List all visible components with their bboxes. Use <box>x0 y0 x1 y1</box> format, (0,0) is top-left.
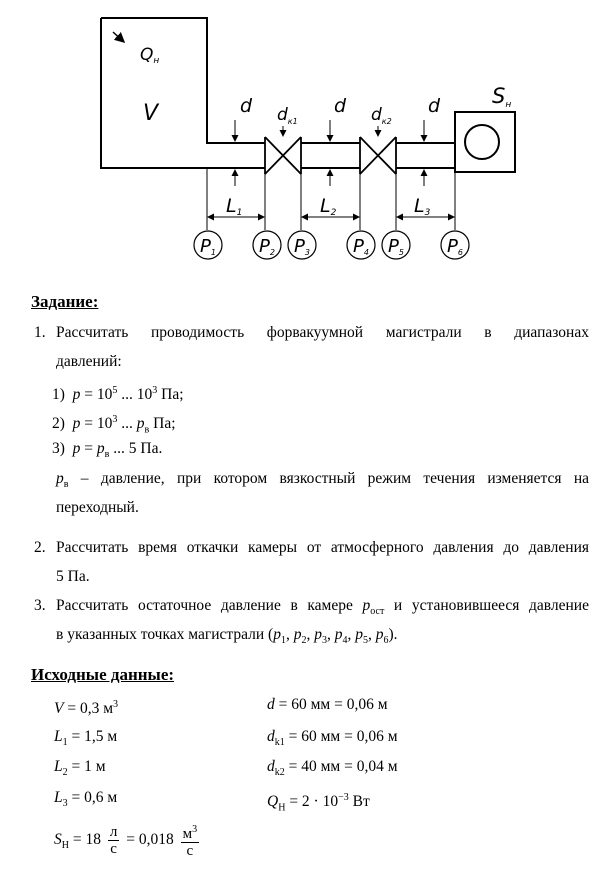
task-item-2-number: 2. <box>34 539 46 556</box>
diameter-marker-1 <box>235 95 253 186</box>
given-length-2: $L_2 = 1$ м <box>54 758 106 779</box>
pump-rotor <box>465 125 499 159</box>
task-note: $p_в$ – давление, при котором вязкостный режим течения изменяется на <box>56 470 589 491</box>
given-valve-1-diameter: $d_{k1} = 60$ мм = 0,06 м <box>267 728 398 749</box>
chamber-heat-arrow <box>113 32 124 42</box>
given-length-3: $L_3 = 0,6$ м <box>54 789 118 810</box>
svg-text:P5: P5 <box>388 236 404 257</box>
svg-text:P4: P4 <box>353 236 369 257</box>
diameter-marker-3 <box>424 95 441 186</box>
valve-2 <box>360 137 396 174</box>
task-item-3-text-cont: в указанных точках магистрали ($p_1$, $p_2$, $p_3$, $p_4$, $p_5$, $p_6$). <box>56 626 398 647</box>
task-item-1-text: Рассчитать проводимость форвакуумной магистрали в диапазонах <box>56 324 589 341</box>
valve-2-label: $d_{к2}$ <box>371 105 392 126</box>
task-item-3-number: 3. <box>34 597 46 614</box>
svg-text:d: d <box>334 95 347 117</box>
given-heat-load: $Q_H = 2 \cdot 10^{-3}$ Вт <box>267 792 370 814</box>
pump-label: Sн <box>492 84 512 110</box>
diameter-marker-2 <box>330 95 347 186</box>
valve-1 <box>265 137 301 174</box>
svg-text:d: d <box>428 95 441 117</box>
svg-text:P6: P6 <box>447 236 463 257</box>
given-valve-2-diameter: $d_{k2} = 40$ мм = 0,04 м <box>267 758 398 779</box>
svg-text:P1: P1 <box>200 236 216 257</box>
task-item-1-text-cont: давлений: <box>56 353 122 370</box>
svg-text:P2: P2 <box>259 236 275 257</box>
task-note-cont: переходный. <box>56 499 139 516</box>
chamber-heat-label: Qн <box>140 45 160 66</box>
task-heading: Задание: <box>31 292 99 311</box>
given-length-1: $L_1 = 1,5$ м <box>54 728 118 749</box>
given-heading: Исходные данные: <box>31 665 175 684</box>
task-sub-3: 3) $p = p_в$ ... 5 Па. <box>52 440 163 461</box>
task-item-1-number: 1. <box>34 324 46 341</box>
task-item-2-text-cont: 5 Па. <box>56 568 90 585</box>
given-volume: V = 0,3 $м^3$ <box>54 699 119 718</box>
task-sub-2: 2) $p = 10^3$ ... $p_в$ Па; <box>52 414 176 436</box>
length-label-2: L2 <box>320 195 337 218</box>
chamber-volume-label: V <box>143 101 159 126</box>
svg-text:P3: P3 <box>294 236 310 257</box>
valve-1-label: $d_{к1}$ <box>277 105 298 126</box>
task-item-3-text: Рассчитать остаточное давление в камере $p_{ост}$ и установившееся давление <box>56 597 589 618</box>
vacuum-line-schematic <box>0 0 607 280</box>
given-pump-speed: $S_H = 18$ $\frac{л}{с}$ = 0,018 $\frac{м^3}{с}$ <box>54 824 198 859</box>
task-sub-1: 1) $p = 10^5$ ... $10^3$ Па; <box>52 385 184 404</box>
svg-text:d: d <box>240 95 253 117</box>
length-label-3: L3 <box>414 195 431 218</box>
task-item-2-text: Рассчитать время откачки камеры от атмосферного давления до давления <box>56 539 589 556</box>
chamber-outline <box>101 18 265 168</box>
given-diameter: d = 60 мм = 0,06 м <box>267 696 388 713</box>
length-label-1: L1 <box>226 195 243 218</box>
